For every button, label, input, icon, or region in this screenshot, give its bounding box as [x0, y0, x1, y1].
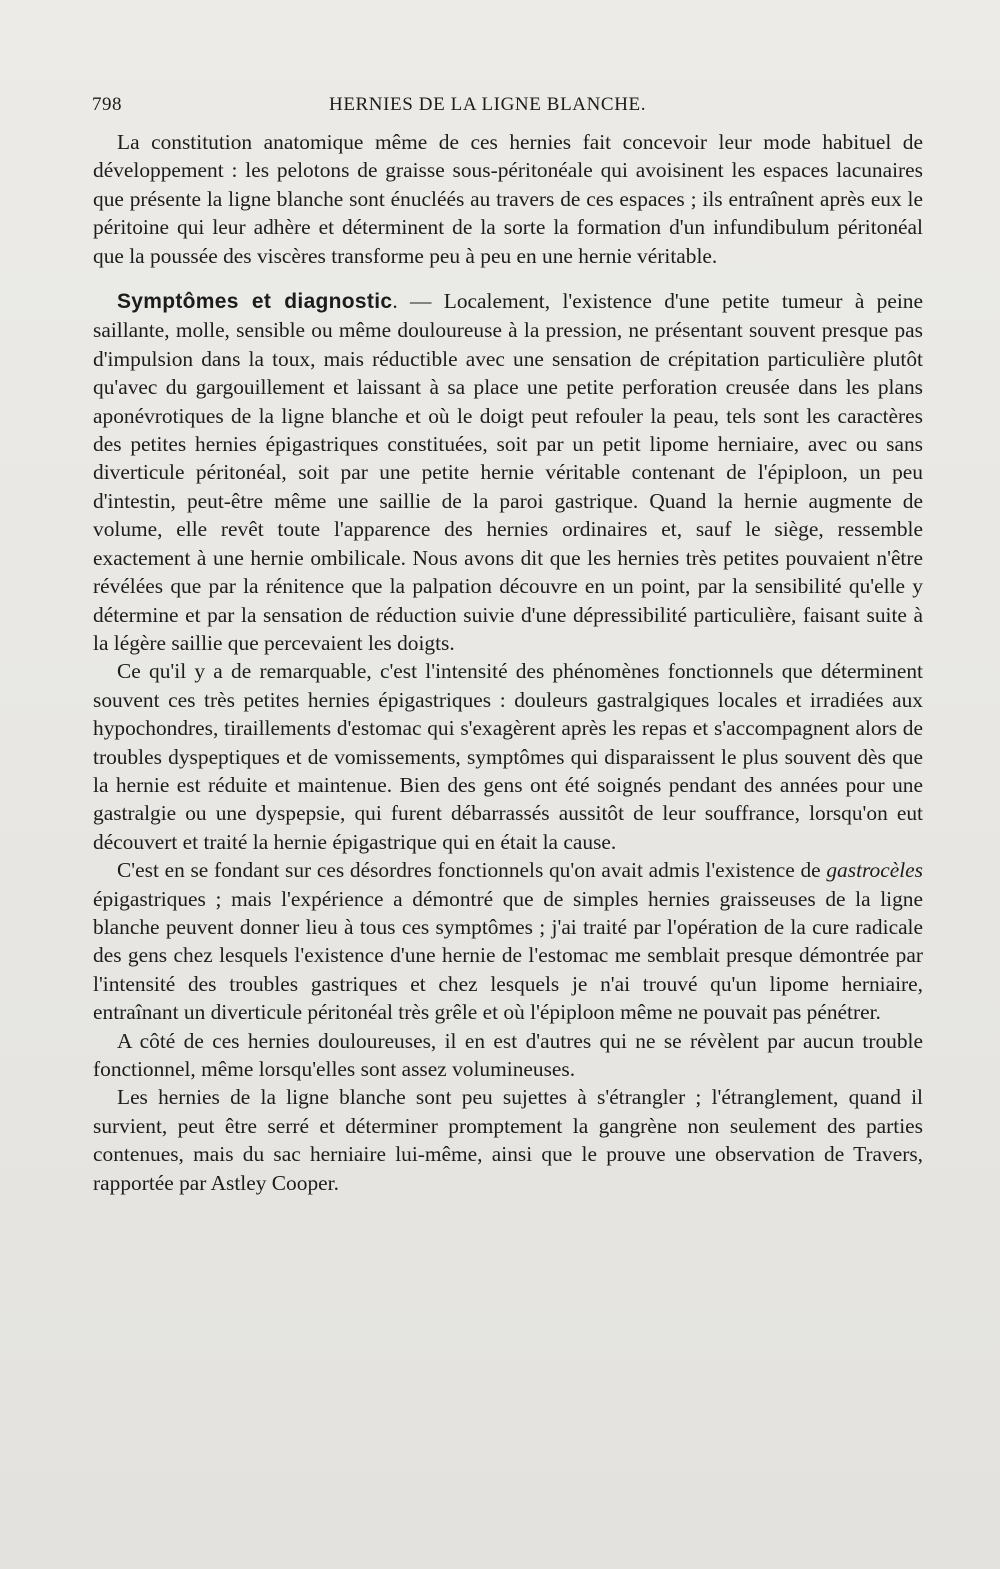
paragraph-symptomes [93, 287, 923, 657]
paragraph-desordres [93, 856, 923, 1026]
page-header [92, 94, 922, 120]
section-heading: Symptômes et diagnostic [117, 290, 393, 314]
paragraph-desordres-end: épigastriques ; mais l'expérience a démontré que de simples hernies graisseuses de la ligne blanche peuvent donner lieu à tous ces symptômes ; j'ai traité par l'opération de la cure radicale des gens chez lesquels l'existence d'une hernie de l'estomac me semblait presque démontrée par l'intensité des troubles gastriques et chez lesquels je n'ai trouvé qu'un lipome herniaire, entraînant un diverticule péritonéal très grêle et où l'épiploon même ne pouvait pas pénétrer. [93, 886, 923, 1025]
page-number: 798 [92, 94, 122, 115]
paragraph-remarquable: Ce qu'il y a de remarquable, c'est l'intensité des phénomènes fonctionnels que déterminent souvent ces très petites hernies épigastriques : douleurs gastralgiques locales et irradiées aux hypochondres, tiraillements d'estomac qui s'exagèrent après les repas et s'accompagnent alors de troubles dyspeptiques et de vomissements, symptômes qui disparaissent le plus souvent dès que la hernie est réduite et maintenue. Bien des gens ont été soignés pendant des années pour une gastralgie ou une dyspepsie, qui furent débarrassés aussitôt de leur souffrance, lorsqu'on eut découvert et traité la hernie épigastrique qui en était la cause. [93, 659, 923, 854]
body-text [93, 128, 923, 1197]
paragraph-symptomes-text: . — Localement, l'existence d'une petite tumeur à peine saillante, molle, sensible ou même douloureuse à la pression, ne présentant souvent presque pas d'impulsion dans la toux, mais réductible avec une sensation de crépitation particulière plutôt qu'avec du gargouillement et laissant à sa place une petite perforation creusée dans les plans aponévrotiques de la ligne blanche et où le doigt peut refouler la peau, tels sont les caractères des petites hernies épigastriques constituées, soit par un petit lipome herniaire, avec ou sans diverticule péritonéal, soit par une petite hernie véritable contenant de l'épiploon, un peu d'intestin, peut-être même une saillie de la paroi gastrique. Quand la hernie augmente de volume, elle revêt toute l'apparence des hernies ordinaires et, sauf le siège, ressemble exactement à une hernie ombilicale. Nous avons dit que les hernies très petites pouvaient n'être révélées que par la rénitence que la palpation découvre en un point, par la sensibilité qu'elle y détermine et par la sensation de réduction suivie d'une dépressibilité particulière, faisant suite à la légère saillie que percevaient les doigts. [93, 289, 923, 655]
running-title: HERNIES DE LA LIGNE BLANCHE. [329, 94, 647, 115]
paragraph-desordres-start: C'est en se fondant sur ces désordres fonctionnels qu'on avait admis l'existence de [117, 858, 827, 883]
paragraph-etranglement: Les hernies de la ligne blanche sont peu sujettes à s'étrangler ; l'étranglement, quand il survient, peut être serré et déterminer promptement la gangrène non seulement des parties contenues, mais du sac herniaire lui-même, ainsi que le prouve une observation de Travers, rapportée par Astley Cooper. [93, 1085, 923, 1195]
italic-term: gastrocèles [826, 858, 923, 883]
paragraph-constitution: La constitution anatomique même de ces hernies fait concevoir leur mode habituel de développement : les pelotons de graisse sous-péritonéale qui avoisinent les espaces lacunaires que présente la ligne blanche sont énucléés au travers de ces espaces ; ils entraînent après eux le péritoine qui leur adhère et déterminent de la sorte la formation d'un infundibulum péritonéal que la poussée des viscères transforme peu à peu en une hernie véritable. [93, 130, 923, 268]
paragraph-douloureuses: A côté de ces hernies douloureuses, il en est d'autres qui ne se révèlent par aucun trouble fonctionnel, même lorsqu'elles sont assez volumineuses. [93, 1028, 923, 1081]
